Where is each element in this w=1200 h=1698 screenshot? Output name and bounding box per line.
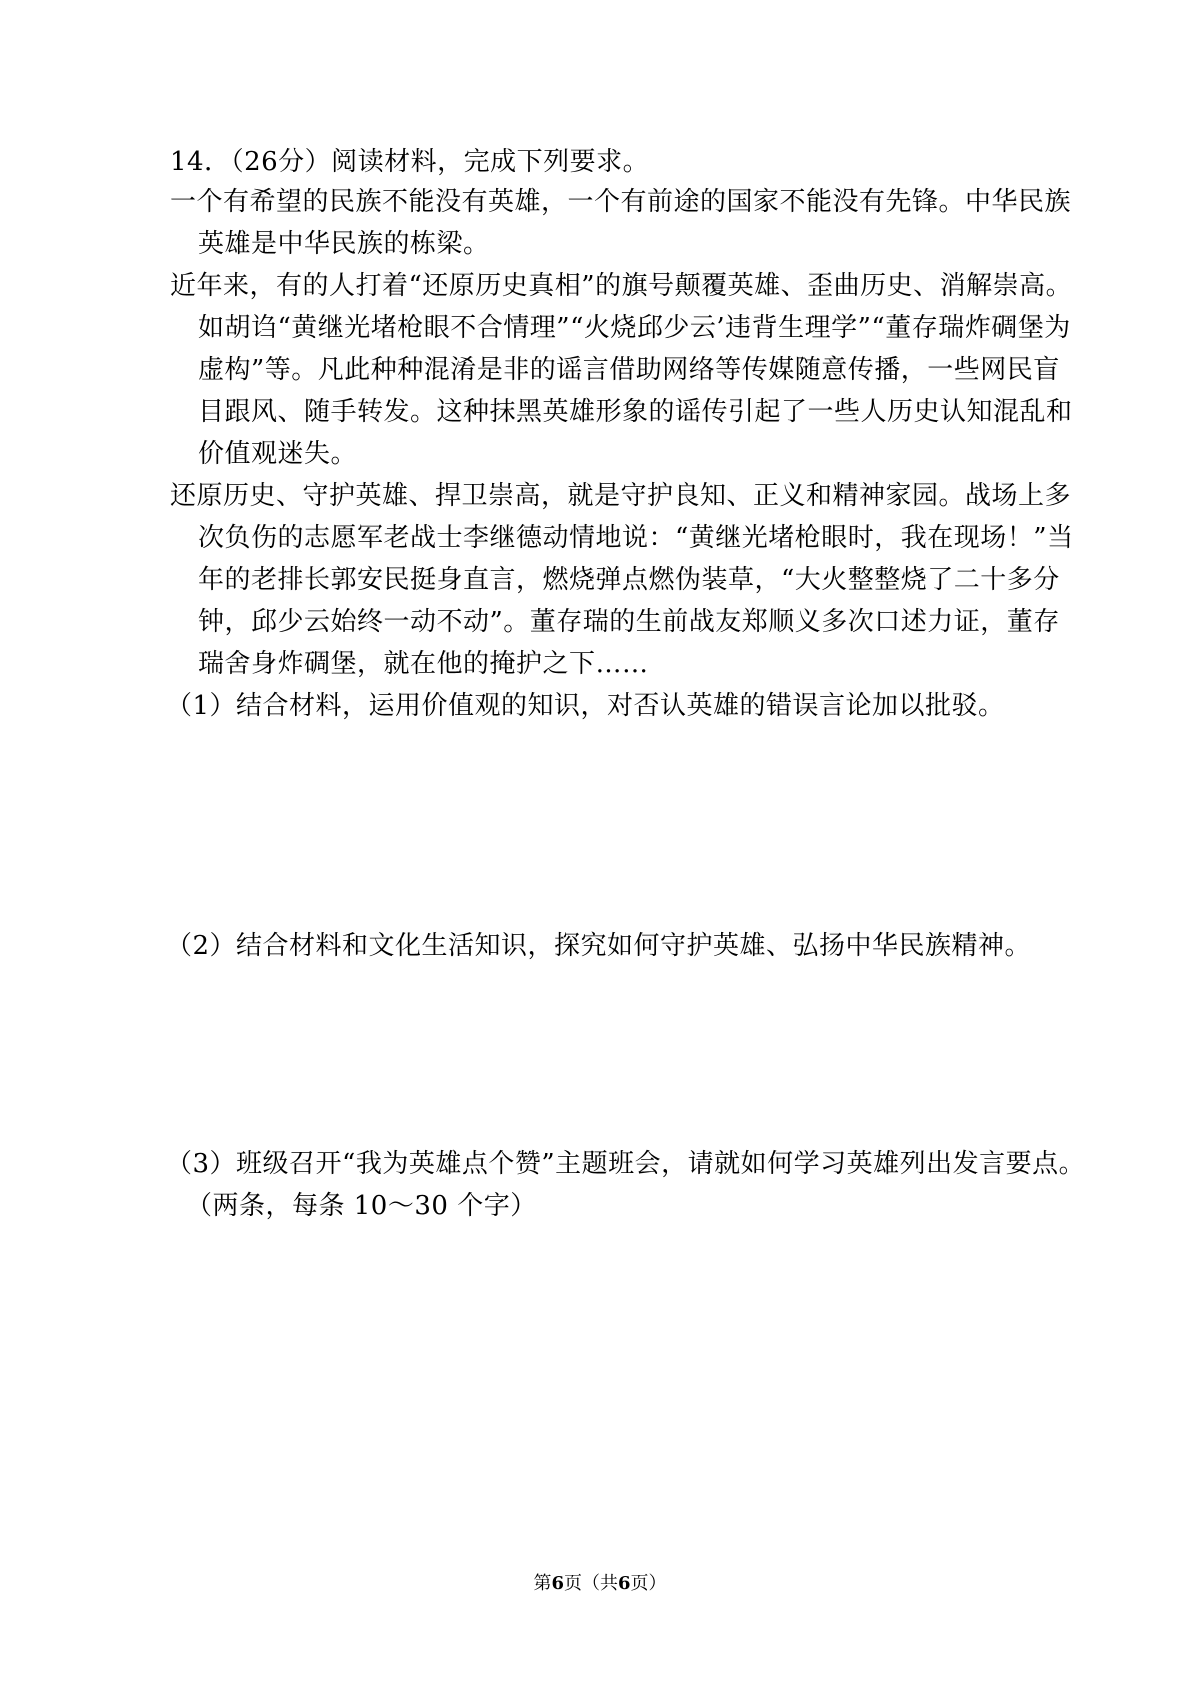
footer-prefix: 第 (533, 1573, 552, 1594)
question-heading: 14．（26分）阅读材料，完成下列要求。 (170, 147, 650, 177)
footer-middle: 页（共 (564, 1573, 618, 1594)
sub-question-3-note: （两条，每条 10～30 个字） (186, 1191, 537, 1221)
footer-suffix: 页） (630, 1573, 667, 1594)
sub-question-1: （1）结合材料，运用价值观的知识，对否认英雄的错误言论加以批驳。 (166, 691, 1005, 721)
paragraph-2-line-1: 近年来，有的人打着“还原历史真相”的旗号颠覆英雄、歪曲历史、消解崇高。 (170, 271, 1073, 301)
paragraph-2-line-5: 价值观迷失。 (198, 439, 358, 469)
footer-total-pages: 6 (618, 1573, 631, 1594)
paragraph-2-line-4: 目跟风、随手转发。这种抹黑英雄形象的谣传引起了一些人历史认知混乱和 (198, 397, 1073, 427)
paragraph-2-line-3: 虚构”等。凡此种种混淆是非的谣言借助网络等传媒随意传播，一些网民盲 (198, 355, 1060, 385)
paragraph-3-line-3: 年的老排长郭安民挺身直言，燃烧弹点燃伪装草，“大火整整烧了二十多分 (198, 565, 1060, 595)
paragraph-1-line-1: 一个有希望的民族不能没有英雄，一个有前途的国家不能没有先锋。中华民族 (170, 187, 1072, 217)
paragraph-3-line-2: 次负伤的志愿军老战士李继德动情地说：“黄继光堵枪眼时，我在现场！”当 (198, 523, 1074, 553)
paragraph-3-line-1: 还原历史、守护英雄、捍卫崇高，就是守护良知、正义和精神家园。战场上多 (170, 481, 1072, 511)
paragraph-3-line-5: 瑞舍身炸碉堡，就在他的掩护之下…… (198, 649, 649, 679)
sub-question-3: （3）班级召开“我为英雄点个赞”主题班会，请就如何学习英雄列出发言要点。 (166, 1149, 1086, 1179)
paragraph-1-line-2: 英雄是中华民族的栋梁。 (198, 229, 490, 259)
paragraph-3-line-4: 钟，邱少云始终一动不动”。董存瑞的生前战友郑顺义多次口述力证，董存 (198, 607, 1060, 637)
page-footer (0, 1572, 1200, 1596)
sub-question-2: （2）结合材料和文化生活知识，探究如何守护英雄、弘扬中华民族精神。 (166, 931, 1032, 961)
footer-page-number: 6 (551, 1573, 564, 1594)
paragraph-2-line-2: 如胡诌“黄继光堵枪眼不合情理”“火烧邱少云’违背生理学”“董存瑞炸碉堡为 (198, 313, 1071, 343)
